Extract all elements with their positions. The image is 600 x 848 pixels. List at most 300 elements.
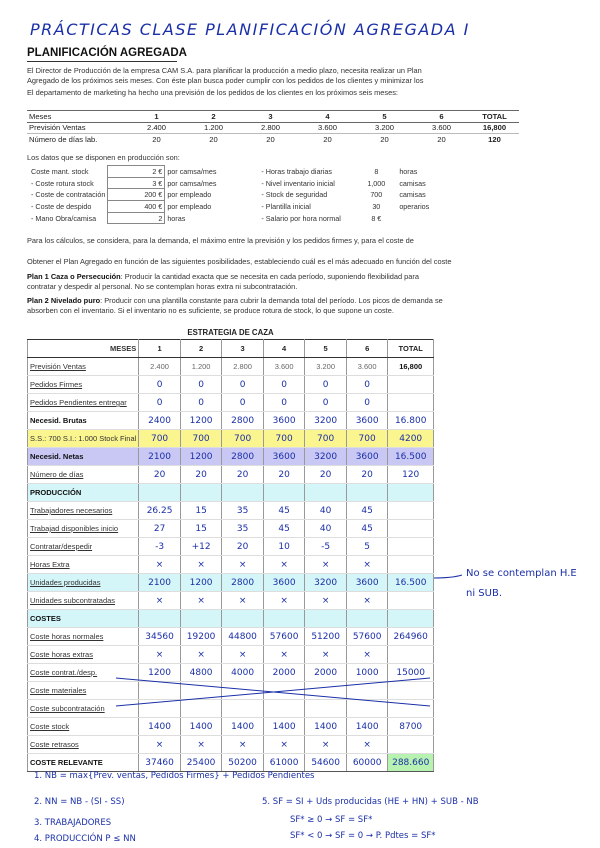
- strategy-row: [28, 574, 434, 592]
- strategy-row: [28, 412, 434, 430]
- strategy-row: [28, 430, 434, 448]
- strategy-cell: 10: [263, 538, 305, 556]
- data-row: [29, 189, 451, 201]
- data-label: Coste mant. stock: [31, 166, 89, 176]
- row-label: Número de días lab.: [27, 134, 128, 145]
- section-heading: PLANIFICACIÓN AGREGADA: [27, 47, 187, 59]
- strategy-cell: [305, 610, 347, 628]
- strategy-cell: 3.200: [305, 358, 347, 376]
- months-header-cell: 1: [128, 111, 185, 123]
- strategy-row: [28, 682, 434, 700]
- strategy-cell: ×: [263, 592, 305, 610]
- data-value: 700: [370, 190, 383, 200]
- strategy-cell: ×: [180, 736, 222, 754]
- strategy-cell: 45: [263, 520, 305, 538]
- strategy-cell: 0: [222, 376, 264, 394]
- strategy-cell: 0: [222, 394, 264, 412]
- data-unit: camisas: [399, 190, 426, 200]
- strategy-total-cell: [388, 646, 434, 664]
- strategy-cell: 1200: [180, 574, 222, 592]
- strategy-row-label: Coste stock: [28, 718, 139, 736]
- strategy-cell: 0: [346, 394, 388, 412]
- strategy-cell: 3.600: [346, 358, 388, 376]
- strategy-cell: [139, 682, 181, 700]
- strategy-cell: [263, 700, 305, 718]
- strategy-cell: ×: [222, 646, 264, 664]
- strategy-cell: ×: [305, 736, 347, 754]
- strategy-cell: 1400: [180, 718, 222, 736]
- strategy-cell: ×: [346, 736, 388, 754]
- strategy-cell: 20: [346, 466, 388, 484]
- strategy-cell: 1400: [346, 718, 388, 736]
- strategy-cell: ×: [263, 736, 305, 754]
- note-6: SF* ≥ 0 → SF = SF*: [290, 815, 373, 825]
- plan1-title: Plan 1 Caza o Persecución: [27, 272, 121, 281]
- data-value: 400 €: [108, 201, 165, 213]
- strategy-total-cell: 8700: [388, 718, 434, 736]
- strategy-cell: 1400: [222, 718, 264, 736]
- strategy-cell: 45: [346, 520, 388, 538]
- data-value: 200 €: [108, 189, 165, 201]
- strategy-cell: [263, 682, 305, 700]
- plan1-line-1: [27, 272, 419, 282]
- strategy-cell: ×: [305, 646, 347, 664]
- plan1-line-2: contratar y despedir al personal. No se contemplan horas extra ni subcontratación.: [27, 282, 298, 291]
- strategy-cell: 0: [139, 376, 181, 394]
- strategy-cell: 20: [263, 466, 305, 484]
- strategy-cell: ×: [222, 556, 264, 574]
- strategy-cell: [346, 484, 388, 502]
- strategy-row-label: Necesid. Netas: [28, 448, 139, 466]
- strategy-row: [28, 736, 434, 754]
- strategy-row-label: COSTES: [28, 610, 139, 628]
- strategy-cell: 15: [180, 502, 222, 520]
- strategy-cell: ×: [346, 646, 388, 664]
- strategy-cell: ×: [305, 592, 347, 610]
- data-label: - Nivel inventario inicial: [261, 178, 335, 188]
- strategy-cell: 4000: [222, 664, 264, 682]
- data-value: 3 €: [108, 177, 165, 189]
- strategy-cell: 2100: [139, 574, 181, 592]
- strategy-cell: [139, 700, 181, 718]
- strategy-cell: 35: [222, 520, 264, 538]
- strategy-cell: 1400: [305, 718, 347, 736]
- strategy-row: [28, 700, 434, 718]
- strategy-cell: 57600: [346, 628, 388, 646]
- strategy-cell: 700: [180, 430, 222, 448]
- strategy-cell: 44800: [222, 628, 264, 646]
- strategy-cell: 20: [222, 538, 264, 556]
- side-note-line-1: No se contemplan H.E: [466, 568, 577, 579]
- strategy-cell: [346, 610, 388, 628]
- strategy-row: [28, 358, 434, 376]
- strategy-row-label: Coste retrasos: [28, 736, 139, 754]
- strategy-cell: ×: [346, 592, 388, 610]
- strategy-cell: 25400: [180, 754, 222, 772]
- strategy-cell: 0: [263, 394, 305, 412]
- strategy-total-cell: [388, 520, 434, 538]
- strategy-cell: 1000: [346, 664, 388, 682]
- months-row-days: [27, 134, 519, 145]
- strategy-total-cell: [388, 556, 434, 574]
- strategy-cell: [139, 610, 181, 628]
- strategy-cell: [263, 610, 305, 628]
- strategy-row: [28, 664, 434, 682]
- months-header-cell: 2: [185, 111, 242, 123]
- strategy-cell: ×: [139, 646, 181, 664]
- cell: 2.400: [128, 122, 185, 134]
- strategy-row-label: Contratar/despedir: [28, 538, 139, 556]
- cell: 2.800: [242, 122, 299, 134]
- cell: 3.600: [413, 122, 470, 134]
- strategy-cell: 60000: [346, 754, 388, 772]
- strategy-row: [28, 448, 434, 466]
- data-unit: por empleado: [167, 201, 212, 211]
- strategy-cell: 37460: [139, 754, 181, 772]
- strategy-cell: 2800: [222, 448, 264, 466]
- data-unit: por camsa/mes: [167, 178, 217, 188]
- strategy-cell: ×: [222, 592, 264, 610]
- strategy-cell: [222, 700, 264, 718]
- intro-line-1: El Director de Producción de la empresa CAM S.A. para planificar la producción a medio plazo, necesita realizar un Plan: [27, 66, 422, 75]
- strategy-cell: 20: [305, 466, 347, 484]
- strategy-cell: ×: [139, 592, 181, 610]
- data-intro: Los datos que se disponen en producción son:: [27, 153, 180, 162]
- strategy-cell: 35: [222, 502, 264, 520]
- strategy-total-cell: 4200: [388, 430, 434, 448]
- strategy-cell: 700: [139, 430, 181, 448]
- strategy-row-label: COSTE RELEVANTE: [28, 754, 139, 772]
- strategy-cell: 2.400: [139, 358, 181, 376]
- strategy-row: [28, 556, 434, 574]
- strategy-row: [28, 610, 434, 628]
- plan2-title: Plan 2 Nivelado puro: [27, 296, 101, 305]
- strategy-cell: [263, 484, 305, 502]
- data-unit: camisas: [399, 178, 426, 188]
- strategy-cell: 700: [346, 430, 388, 448]
- data-row: [29, 212, 451, 224]
- strategy-cell: [305, 484, 347, 502]
- cell: 20: [185, 134, 242, 145]
- strategy-total-cell: [388, 700, 434, 718]
- strategy-row-label: Unidades producidas: [28, 574, 139, 592]
- data-row: [29, 166, 451, 178]
- data-row: [29, 201, 451, 213]
- strategy-cell: [222, 682, 264, 700]
- strategy-row-label: Pedidos Firmes: [28, 376, 139, 394]
- data-unit: por empleado: [167, 190, 212, 200]
- data-label: - Mano Obra/camisa: [31, 213, 97, 223]
- strategy-total-cell: [388, 682, 434, 700]
- strategy-cell: 0: [180, 394, 222, 412]
- strategy-row-label: Coste contrat./desp.: [28, 664, 139, 682]
- strategy-cell: ×: [180, 592, 222, 610]
- strategy-cell: 0: [346, 376, 388, 394]
- strategy-row: [28, 394, 434, 412]
- strategy-cell: 1200: [180, 448, 222, 466]
- strategy-cell: [222, 610, 264, 628]
- strategy-cell: [180, 700, 222, 718]
- strategy-total-cell: [388, 538, 434, 556]
- note-5: 5. SF = SI + Uds producidas (HE + HN) + SUB - NB: [262, 797, 479, 807]
- strategy-cell: 5: [346, 538, 388, 556]
- strategy-total-cell: 16.800: [388, 412, 434, 430]
- data-label: - Salario por hora normal: [261, 213, 341, 223]
- strategy-cell: 0: [180, 376, 222, 394]
- production-data-table: [29, 165, 451, 224]
- strategy-cell: [180, 682, 222, 700]
- strategy-cell: ×: [180, 556, 222, 574]
- intro-line-3: El departamento de marketing ha hecho una previsión de los pedidos de los clientes en los próximos seis meses:: [27, 88, 398, 97]
- strategy-total-cell: 16.500: [388, 448, 434, 466]
- strategy-cell: 3600: [346, 574, 388, 592]
- strategy-cell: [180, 610, 222, 628]
- strategy-total-cell: [388, 610, 434, 628]
- annotation-arrow: [434, 575, 462, 578]
- strategy-cell: 2100: [139, 448, 181, 466]
- strategy-cell: 20: [139, 466, 181, 484]
- strategy-cell: 50200: [222, 754, 264, 772]
- plan1-text: : Producir la cantidad exacta que se necesita en cada período, suponiendo flexibilidad para: [120, 272, 419, 281]
- strategy-cell: 2400: [139, 412, 181, 430]
- data-label: - Horas trabajo diarias: [261, 166, 333, 176]
- plan2-line-2: absorben con el inventario. Si el inventario no es suficiente, se produce rotura de stock, lo que supone un coste.: [27, 306, 394, 315]
- note-1: 1. NB = max{Prev. ventas, Pedidos Firmes} + Pedidos Pendientes: [34, 771, 315, 781]
- strategy-cell: 51200: [305, 628, 347, 646]
- strategy-cell: -3: [139, 538, 181, 556]
- strategy-row-label: PRODUCCIÓN: [28, 484, 139, 502]
- strategy-header-cell: 1: [139, 340, 181, 358]
- strategy-row-label: Coste subcontratación: [28, 700, 139, 718]
- strategy-cell: 0: [305, 376, 347, 394]
- strategy-cell: ×: [139, 556, 181, 574]
- strategy-cell: 27: [139, 520, 181, 538]
- data-label: - Coste rotura stock: [31, 178, 94, 188]
- strategy-row-label: Número de días: [28, 466, 139, 484]
- months-row-forecast: [27, 122, 519, 134]
- note-2: 2. NN = NB - (SI - SS): [34, 797, 125, 807]
- strategy-cell: ×: [305, 556, 347, 574]
- months-header-cell: 6: [413, 111, 470, 123]
- strategy-cell: 3.600: [263, 358, 305, 376]
- strategy-header-cell: TOTAL: [388, 340, 434, 358]
- strategy-cell: 45: [346, 502, 388, 520]
- side-note-line-2: ni SUB.: [466, 588, 503, 599]
- heading-underline: [27, 61, 177, 62]
- months-header-label: Meses: [27, 111, 128, 123]
- strategy-total-cell: [388, 376, 434, 394]
- months-header-row: [27, 111, 519, 123]
- cell: 3.200: [356, 122, 413, 134]
- strategy-row: [28, 520, 434, 538]
- strategy-cell: 700: [263, 430, 305, 448]
- strategy-row: [28, 502, 434, 520]
- strategy-cell: [180, 484, 222, 502]
- strategy-cell: 1400: [139, 718, 181, 736]
- strategy-row-label: Coste horas extras: [28, 646, 139, 664]
- strategy-row-label: Coste materiales: [28, 682, 139, 700]
- data-value: 1,000: [367, 178, 386, 188]
- strategy-cell: 3600: [263, 574, 305, 592]
- data-unit: horas: [167, 213, 186, 223]
- strategy-title: ESTRATEGIA DE CAZA: [187, 328, 274, 337]
- data-value: 2: [108, 212, 165, 224]
- strategy-total-cell: 16.500: [388, 574, 434, 592]
- total-cell: 16,800: [470, 122, 519, 134]
- note-7: SF* < 0 → SF = 0 → P. Pdtes = SF*: [290, 831, 436, 841]
- strategy-cell: [139, 484, 181, 502]
- strategy-header-row: [28, 340, 434, 358]
- note-4: 4. PRODUCCIÓN P ≤ NN: [34, 834, 136, 844]
- strategy-cell: ×: [139, 736, 181, 754]
- data-row: [29, 177, 451, 189]
- strategy-row-label: Horas Extra: [28, 556, 139, 574]
- strategy-total-cell: 16,800: [388, 358, 434, 376]
- chase-strategy-table: [27, 339, 434, 772]
- strategy-cell: ×: [222, 736, 264, 754]
- strategy-total-cell: [388, 736, 434, 754]
- strategy-cell: 2.800: [222, 358, 264, 376]
- cell: 3.600: [299, 122, 356, 134]
- months-header-cell: 3: [242, 111, 299, 123]
- strategy-cell: 2000: [263, 664, 305, 682]
- data-label: - Stock de seguridad: [261, 190, 328, 200]
- strategy-cell: [346, 700, 388, 718]
- strategy-cell: 40: [305, 502, 347, 520]
- strategy-cell: 1.200: [180, 358, 222, 376]
- strategy-row-label: Unidades subcontratadas: [28, 592, 139, 610]
- strategy-total-cell: [388, 394, 434, 412]
- strategy-cell: 1200: [139, 664, 181, 682]
- cell: 20: [242, 134, 299, 145]
- strategy-cell: 700: [222, 430, 264, 448]
- strategy-cell: +12: [180, 538, 222, 556]
- strategy-cell: ×: [180, 646, 222, 664]
- strategy-cell: ×: [263, 556, 305, 574]
- strategy-cell: ×: [346, 556, 388, 574]
- strategy-row: [28, 592, 434, 610]
- strategy-header-label: MESES: [28, 340, 139, 358]
- data-unit: por camsa/mes: [167, 166, 217, 176]
- strategy-cell: 3200: [305, 412, 347, 430]
- strategy-row-label: Necesid. Brutas: [28, 412, 139, 430]
- strategy-cell: [305, 682, 347, 700]
- strategy-row: [28, 466, 434, 484]
- strategy-cell: 4800: [180, 664, 222, 682]
- obtain-instruction: Obtener el Plan Agregado en función de las siguientes posibilidades, estableciendo cuál es el más adecuado en función del coste: [27, 257, 452, 266]
- strategy-cell: 26.25: [139, 502, 181, 520]
- strategy-header-cell: 3: [222, 340, 264, 358]
- row-label: Previsión Ventas: [27, 122, 128, 134]
- strategy-total-cell: [388, 484, 434, 502]
- strategy-row-label: Trabajadores necesarios: [28, 502, 139, 520]
- months-header-total: TOTAL: [470, 111, 519, 123]
- strategy-cell: 3600: [346, 412, 388, 430]
- strategy-cell: 15: [180, 520, 222, 538]
- plan2-text: : Producir con una plantilla constante para cubrir la demanda total del período. Los picos de demanda se: [100, 296, 443, 305]
- data-value: 30: [372, 201, 381, 211]
- calc-note: Para los cálculos, se considera, para la demanda, el máximo entre la previsión y los pedidos firmes y, para el coste de: [27, 236, 414, 245]
- strategy-cell: 1200: [180, 412, 222, 430]
- strategy-cell: 3600: [263, 412, 305, 430]
- strategy-cell: 0: [305, 394, 347, 412]
- months-header-cell: 5: [356, 111, 413, 123]
- strategy-row: [28, 484, 434, 502]
- strategy-cell: 20: [180, 466, 222, 484]
- strategy-cell: 3600: [346, 448, 388, 466]
- data-unit: operarios: [399, 201, 430, 211]
- strategy-cell: 45: [263, 502, 305, 520]
- data-value: 2 €: [108, 166, 165, 178]
- intro-line-2: Agregado de los próximos seis meses. Con éste plan busca poder cumplir con los pedidos de los clientes y minimizar los: [27, 76, 424, 85]
- strategy-cell: 2000: [305, 664, 347, 682]
- data-label: - Plantilla inicial: [261, 201, 311, 211]
- chase-strategy-section: [27, 326, 434, 772]
- strategy-row-label: Previsión Ventas: [28, 358, 139, 376]
- strategy-total-cell: 120: [388, 466, 434, 484]
- strategy-cell: 19200: [180, 628, 222, 646]
- strategy-row-label: Trabajad disponibles inicio: [28, 520, 139, 538]
- strategy-cell: 3200: [305, 448, 347, 466]
- strategy-cell: 34560: [139, 628, 181, 646]
- strategy-row: [28, 646, 434, 664]
- strategy-cell: 0: [263, 376, 305, 394]
- strategy-header-cell: 2: [180, 340, 222, 358]
- strategy-cell: 40: [305, 520, 347, 538]
- strategy-total-cell: 15000: [388, 664, 434, 682]
- cell: 1.200: [185, 122, 242, 134]
- strategy-cell: 57600: [263, 628, 305, 646]
- strategy-total-cell: [388, 592, 434, 610]
- strategy-total-cell: 264960: [388, 628, 434, 646]
- data-label: - Coste de despido: [31, 201, 92, 211]
- strategy-cell: [222, 484, 264, 502]
- strategy-cell: 700: [305, 430, 347, 448]
- cell: 20: [413, 134, 470, 145]
- strategy-row: [28, 718, 434, 736]
- page-title: PRÁCTICAS CLASE PLANIFICACIÓN AGREGADA I: [30, 20, 470, 39]
- strategy-cell: 3600: [263, 448, 305, 466]
- note-3: 3. TRABAJADORES: [34, 818, 112, 828]
- strategy-header-cell: 6: [346, 340, 388, 358]
- strategy-cell: [346, 682, 388, 700]
- data-unit: horas: [399, 166, 418, 176]
- cell: 20: [356, 134, 413, 145]
- strategy-cell: 1400: [263, 718, 305, 736]
- strategy-cell: [305, 700, 347, 718]
- strategy-row: [28, 754, 434, 772]
- strategy-row-label: Coste horas normales: [28, 628, 139, 646]
- data-value: 8 €: [371, 213, 382, 223]
- months-table: [27, 110, 519, 145]
- strategy-cell: 2800: [222, 412, 264, 430]
- total-cell: 120: [470, 134, 519, 145]
- data-label: - Coste de contratación: [31, 190, 106, 200]
- strategy-total-cell: [388, 502, 434, 520]
- strategy-cell: 54600: [305, 754, 347, 772]
- strategy-row-label: S.S.: 700 S.I.: 1.000 Stock Final: [28, 430, 139, 448]
- months-header-cell: 4: [299, 111, 356, 123]
- strategy-cell: 3200: [305, 574, 347, 592]
- strategy-cell: 20: [222, 466, 264, 484]
- strategy-row: [28, 376, 434, 394]
- strategy-row: [28, 538, 434, 556]
- strategy-cell: 0: [139, 394, 181, 412]
- data-value: 8: [374, 166, 379, 176]
- plan2-line-1: [27, 296, 443, 306]
- strategy-header-cell: 5: [305, 340, 347, 358]
- strategy-row: [28, 628, 434, 646]
